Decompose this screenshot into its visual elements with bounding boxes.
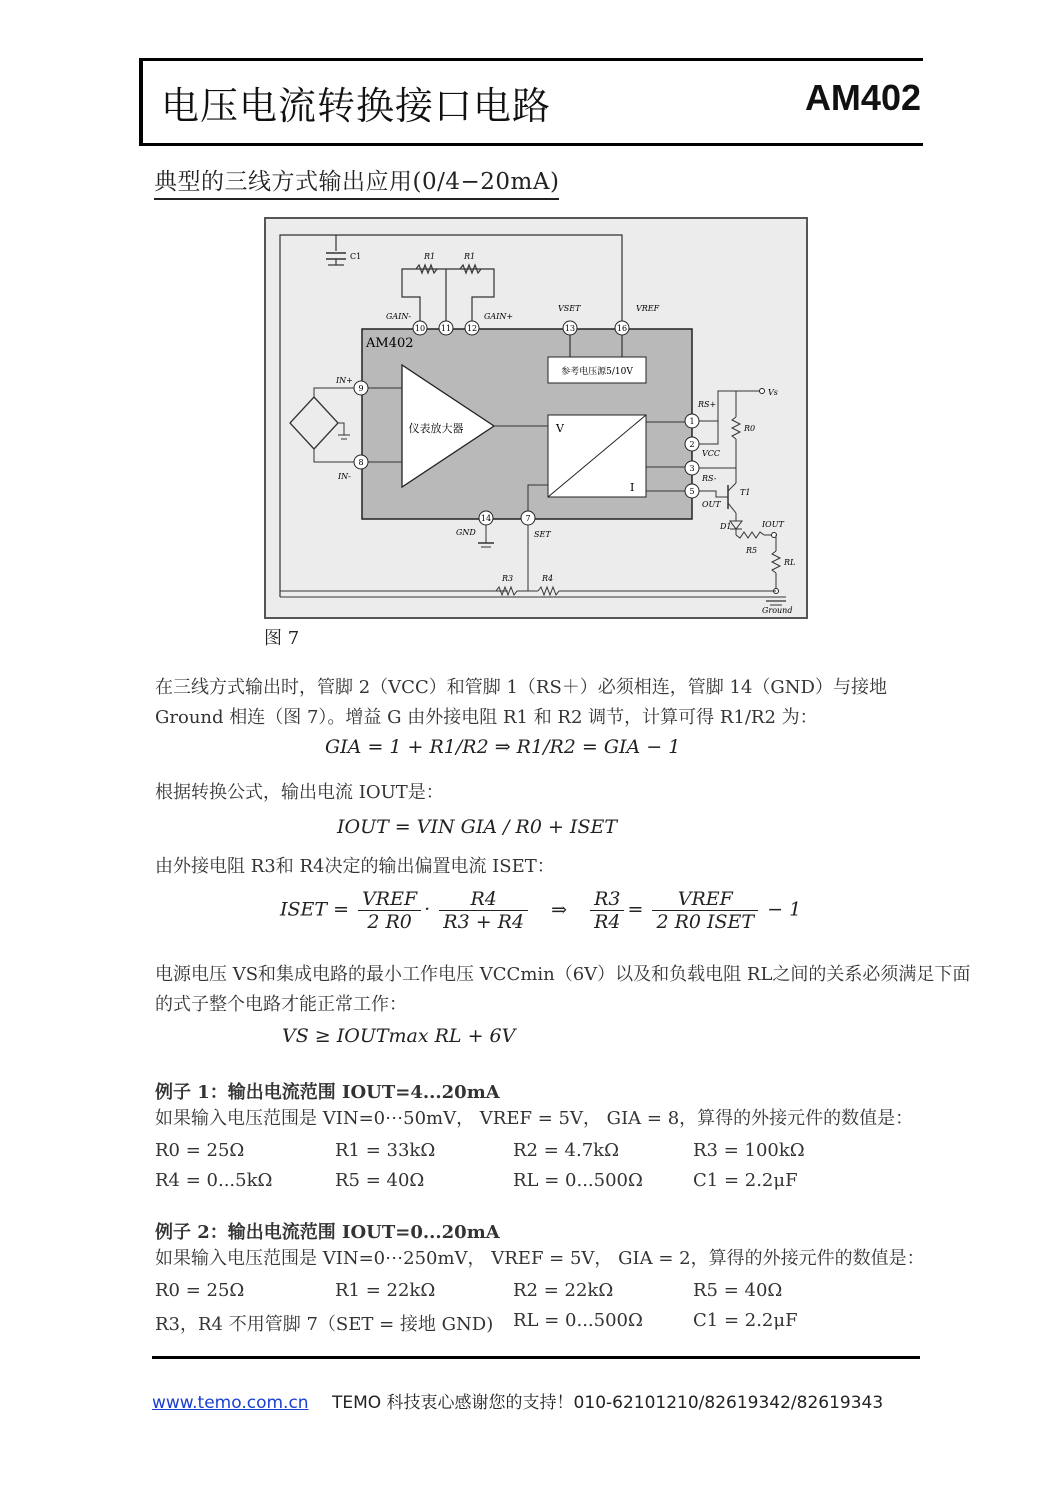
ex2-value: R1 = 22kΩ <box>335 1280 436 1301</box>
ex1-value: R3 = 100kΩ <box>693 1140 805 1161</box>
label-r2: R1 <box>464 252 476 261</box>
iset-tail: − 1 <box>767 898 802 921</box>
label-rl: RL <box>784 558 796 567</box>
paragraph-1-line-2: Ground 相连（图 7）。增益 G 由外接电阻 R1 和 R2 调节，计算可得 R1/R2 为： <box>155 707 818 728</box>
label-r1: R1 <box>424 252 436 261</box>
ex1-value: R0 = 25Ω <box>155 1140 245 1161</box>
label-r5: R5 <box>746 546 758 555</box>
converter-v: V <box>556 422 564 435</box>
paragraph-4-line-1: 电源电压 VS和集成电路的最小工作电压 VCCmin（6V）以及和负载电阻 RL之间的关系必须满足下面 <box>155 964 971 985</box>
page-header <box>139 58 923 146</box>
label-ground: Ground <box>762 606 793 615</box>
label-r0: R0 <box>744 424 756 433</box>
pin-8: 8 <box>358 458 364 467</box>
pin-9: 9 <box>358 384 364 393</box>
label-rs-minus: RS- <box>702 474 717 483</box>
pin-10: 10 <box>414 324 426 333</box>
circuit-diagram <box>264 217 808 619</box>
frac4-den: 2 R0 ISET <box>656 911 755 933</box>
example-2-title: 例子 2：输出电流范围 IOUT=0...20mA <box>155 1222 500 1243</box>
paragraph-3: 由外接电阻 R3和 R4决定的输出偏置电流 ISET： <box>155 856 555 877</box>
label-rs-plus: RS+ <box>698 400 717 409</box>
ex2-value: R3，R4 不用管脚 7（SET = 接地 GND) <box>155 1314 494 1335</box>
example-2-condition: 如果输入电压范围是 VIN=0⋯250mV， VREF = 5V， GIA = 2，算得的外接元件的数值是： <box>155 1248 925 1269</box>
label-in-plus: IN+ <box>336 376 353 385</box>
paragraph-2: 根据转换公式，输出电流 IOUT是： <box>155 782 444 803</box>
footer-link[interactable]: www.temo.com.cn <box>152 1393 309 1413</box>
frac2-den: R3 + R4 <box>443 911 525 933</box>
ex1-value: R2 = 4.7kΩ <box>513 1140 619 1161</box>
section-title: 典型的三线方式输出应用(0/4−20mA) <box>154 163 559 200</box>
ex2-value: C1 = 2.2μF <box>693 1310 798 1331</box>
iset-lhs: ISET = <box>280 898 350 921</box>
header-model: AM402 <box>804 77 921 118</box>
ex1-value: R5 = 40Ω <box>335 1170 425 1191</box>
converter-i: I <box>630 481 635 494</box>
example-1-condition: 如果输入电压范围是 VIN=0⋯50mV， VREF = 5V， GIA = 8，算得的外接元件的数值是： <box>155 1108 914 1129</box>
label-d1: D1 <box>720 522 732 531</box>
example-1-title: 例子 1：输出电流范围 IOUT=4...20mA <box>155 1082 500 1103</box>
label-gain-minus: GAIN- <box>386 312 412 321</box>
pin-2: 2 <box>689 440 695 449</box>
label-t1: T1 <box>740 488 751 497</box>
label-c1: C1 <box>350 252 362 261</box>
footer <box>152 1388 883 1413</box>
ex1-value: RL = 0...500Ω <box>513 1170 643 1191</box>
implies-arrow: ⇒ <box>551 898 568 921</box>
ex1-value: R1 = 33kΩ <box>335 1140 436 1161</box>
label-r3: R3 <box>502 574 514 583</box>
pin-14: 14 <box>480 514 492 523</box>
label-out: OUT <box>702 500 721 509</box>
pin-3: 3 <box>689 464 695 473</box>
label-vcc: VCC <box>702 449 721 458</box>
paragraph-4-line-2: 的式子整个电路才能正常工作： <box>155 994 407 1015</box>
footer-text: TEMO 科技衷心感谢您的支持！010-62101210/82619342/82619343 <box>331 1393 884 1413</box>
reference-label: 参考电压源5/10V <box>561 367 633 377</box>
ex2-value: RL = 0...500Ω <box>513 1310 643 1331</box>
chip-label: AM402 <box>366 336 414 351</box>
pin-1: 1 <box>689 417 695 426</box>
equation-iout: IOUT = VIN GIA / R0 + ISET <box>337 816 617 838</box>
ex1-value: R4 = 0...5kΩ <box>155 1170 273 1191</box>
pin-16: 16 <box>616 324 628 333</box>
amplifier-label: 仪表放大器 <box>408 422 464 435</box>
label-vs: Vs <box>768 388 778 397</box>
pin-7: 7 <box>525 514 531 523</box>
equation-iset: ISET = $\frac{\text{VREF}}{2 R0}$ · $\frac{R4}{R3 + R4}$ ⇒ $\frac{R3}{R4}$ = $\frac{\text{VREF}}{\text{2 R0 ISET}}$ − 1 <box>280 888 802 933</box>
label-vset: VSET <box>558 304 581 313</box>
figure-caption: 图 7 <box>264 628 300 649</box>
paragraph-1-line-1: 在三线方式输出时，管脚 2（VCC）和管脚 1（RS＋）必须相连，管脚 14（GND）与接地 <box>155 677 887 698</box>
header-title: 电压电流转换接口电路 <box>161 84 552 128</box>
frac3-num: R3 <box>590 888 624 911</box>
pin-11: 11 <box>440 324 452 333</box>
equation-vs: VS ≥ IOUTmax RL + 6V <box>282 1025 516 1047</box>
label-gnd: GND <box>456 528 476 537</box>
frac1-den: 2 R0 <box>367 911 412 933</box>
frac3-den: R4 <box>594 911 621 933</box>
label-r4: R4 <box>542 574 554 583</box>
frac4-num: VREF <box>652 888 758 911</box>
pin-13: 13 <box>564 324 576 333</box>
ex1-value: C1 = 2.2μF <box>693 1170 798 1191</box>
ex2-value: R2 = 22kΩ <box>513 1280 614 1301</box>
label-vref: VREF <box>636 304 660 313</box>
label-in-minus: IN- <box>338 472 351 481</box>
frac2-num: R4 <box>439 888 528 911</box>
ex2-value: R0 = 25Ω <box>155 1280 245 1301</box>
label-gain-plus: GAIN+ <box>484 312 514 321</box>
pin-5: 5 <box>689 487 695 496</box>
frac1-num: VREF <box>358 888 421 911</box>
equation-gain: GIA = 1 + R1/R2 ⇒ R1/R2 = GIA − 1 <box>325 736 681 758</box>
label-iout: IOUT <box>762 520 784 529</box>
pin-12: 12 <box>466 324 478 333</box>
label-set: SET <box>534 530 551 539</box>
ex2-value: R5 = 40Ω <box>693 1280 783 1301</box>
footer-divider <box>152 1356 920 1359</box>
